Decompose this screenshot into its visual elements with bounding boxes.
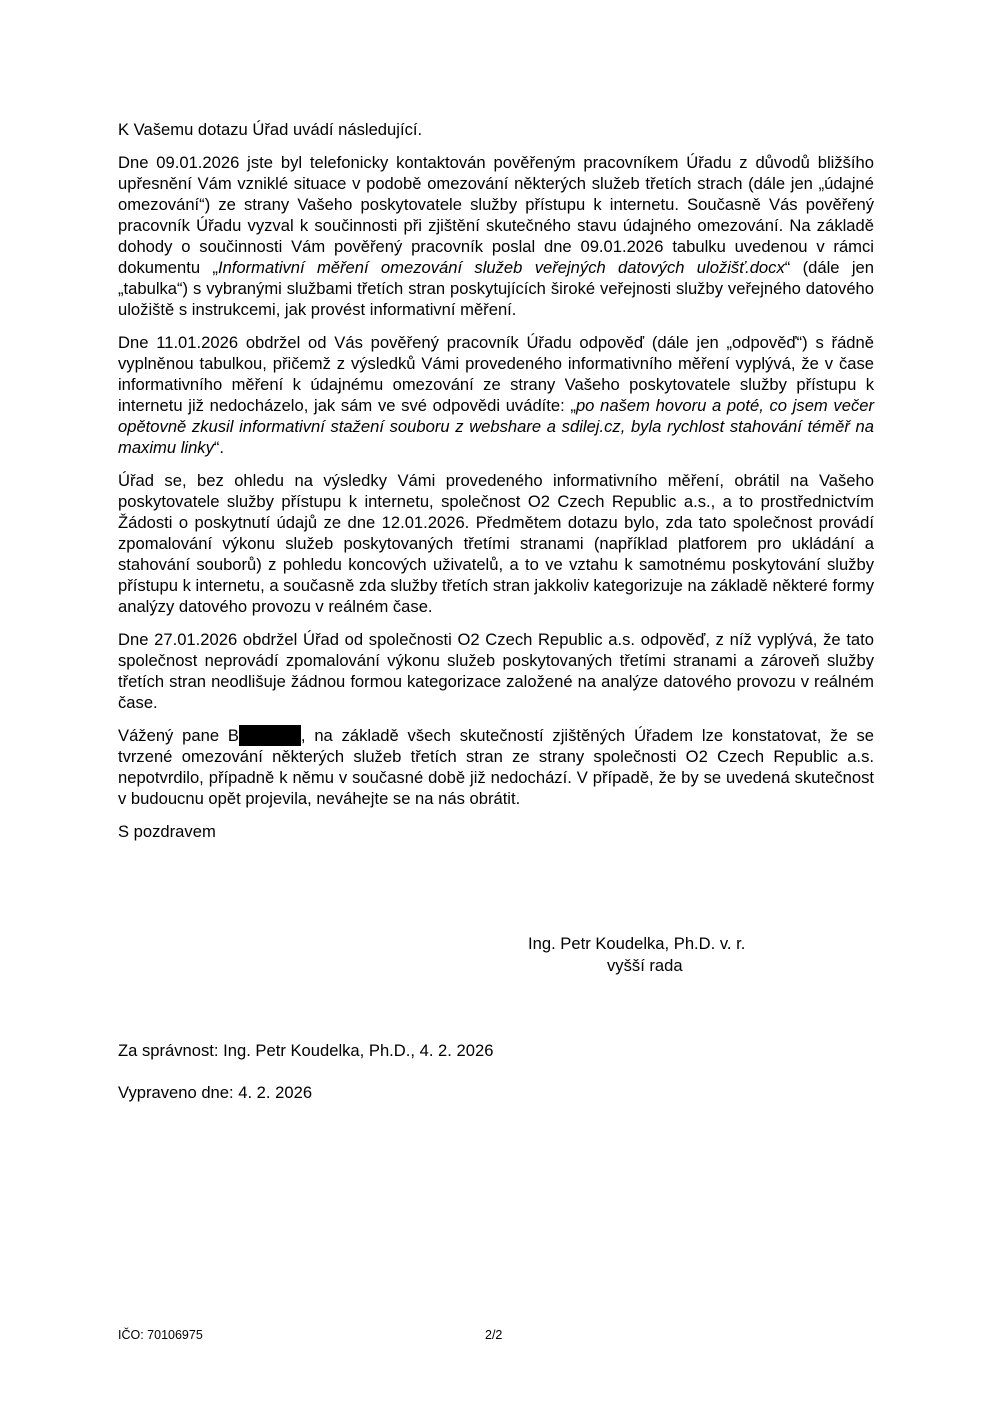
paragraph-reply-text: Dne 11.01.2026 obdržel od Vás pověřený pracovník Úřadu odpověď (dále jen „odpověď“) s řádně vyplněnou tabulkou, přičemž z výsledků Vámi provedeného informativního měření vyplývá, že v čase informativního měření k údajnému omezování ze strany Vašeho poskytovatele služby přístupu k internetu již nedocházelo, jak sám ve své odpovědi uvádíte: „ — [118, 333, 874, 415]
signatory-title: vyšší rada — [607, 956, 683, 975]
footer-ico: IČO: 70106975 — [118, 1328, 203, 1342]
paragraph-reply-text-end: “. — [213, 438, 225, 457]
letter-body — [118, 112, 875, 1102]
paragraph-conclusion — [118, 725, 874, 809]
salutation: Vážený pane B — [118, 726, 239, 745]
paragraph-provider-request: Úřad se, bez ohledu na výsledky Vámi provedeného informativního měření, obrátil na Vašeho poskytovatele služby přístupu k internetu, společnost O2 Czech Republic a.s., a to prostřednictvím Žádosti o poskytnutí údajů ze dne 12.01.2026. Předmětem dotazu bylo, zda tato společnost provádí zpomalování výkonu služeb poskytovaných třetími stranami (například platforem pro ukládání a stahování souborů) z pohledu koncových uživatelů, a to ve vztahu k samotnému poskytování služby přístupu k internetu, a současně zda služby třetích stran jakkoliv kategorizuje na základě některé formy analýzy datového provozu v reálném čase. — [118, 471, 874, 616]
redaction-box — [239, 725, 301, 746]
paragraph-conclusion-text: , na základě všech skutečností zjištěných Úřadem lze konstatovat, že se tvrzené omezování některých služeb třetích stran ze strany společnosti O2 Czech Republic a.s. nepotvrdilo, případně k němu v současné době již nedochází. V případě, že by se uvedená skutečnost v budoucnu opět projevila, neváhejte se na nás obrátit. — [118, 726, 874, 808]
document-name: Informativní měření omezování služeb veřejných datových uložišť.docx — [217, 258, 785, 277]
paragraph-reply — [118, 332, 874, 458]
paragraph-phone-contact — [118, 152, 874, 320]
reply-quote: po našem hovoru a poté, co jsem večer opětovně zkusil informativní stažení souboru z webshare a sdilej.cz, byla rychlost stahování téměř na maximu linky — [118, 396, 875, 457]
correctness-line: Za správnost: Ing. Petr Koudelka, Ph.D., 4. 2. 2026 — [118, 1041, 494, 1060]
signatory-name: Ing. Petr Koudelka, Ph.D. v. r. — [528, 934, 746, 953]
closing-greeting: S pozdravem — [118, 822, 216, 841]
paragraph-phone-contact-text-end: “ (dále jen „tabulka“) s vybranými službami třetích stran poskytujících široké veřejnosti služby veřejného datového uložiště s instrukcemi, jak provést informativní měření. — [118, 258, 874, 319]
intro-line: K Vašemu dotazu Úřad uvádí následující. — [118, 120, 423, 139]
paragraph-phone-contact-text: Dne 09.01.2026 jste byl telefonicky kontaktován pověřeným pracovníkem Úřadu z důvodů bližšího upřesnění Vám vzniklé situace v podobě omezování některých služeb třetích strach (dále jen „údajné omezování“) ze strany Vašeho poskytovatele služby přístupu k internetu. Současně Vás pověřený pracovník Úřadu vyzval k součinnosti při zjištění skutečného stavu údajného omezování. Na základě dohody o součinnosti Vám pověřený pracovník poslal dne 09.01.2026 tabulku uvedenou v rámci dokumentu „ — [118, 153, 874, 277]
paragraph-provider-answer: Dne 27.01.2026 obdržel Úřad od společnosti O2 Czech Republic a.s. odpověď, z níž vyplývá, že tato společnost neprovádí zpomalování výkonu služeb poskytovaných třetími stranami a zároveň služby třetích stran neodlišuje žádnou formou kategorizace založené na analýze datového provozu v reálném čase. — [118, 630, 874, 712]
dispatch-date: Vypraveno dne: 4. 2. 2026 — [118, 1083, 313, 1102]
page-number: 2/2 — [485, 1328, 503, 1342]
